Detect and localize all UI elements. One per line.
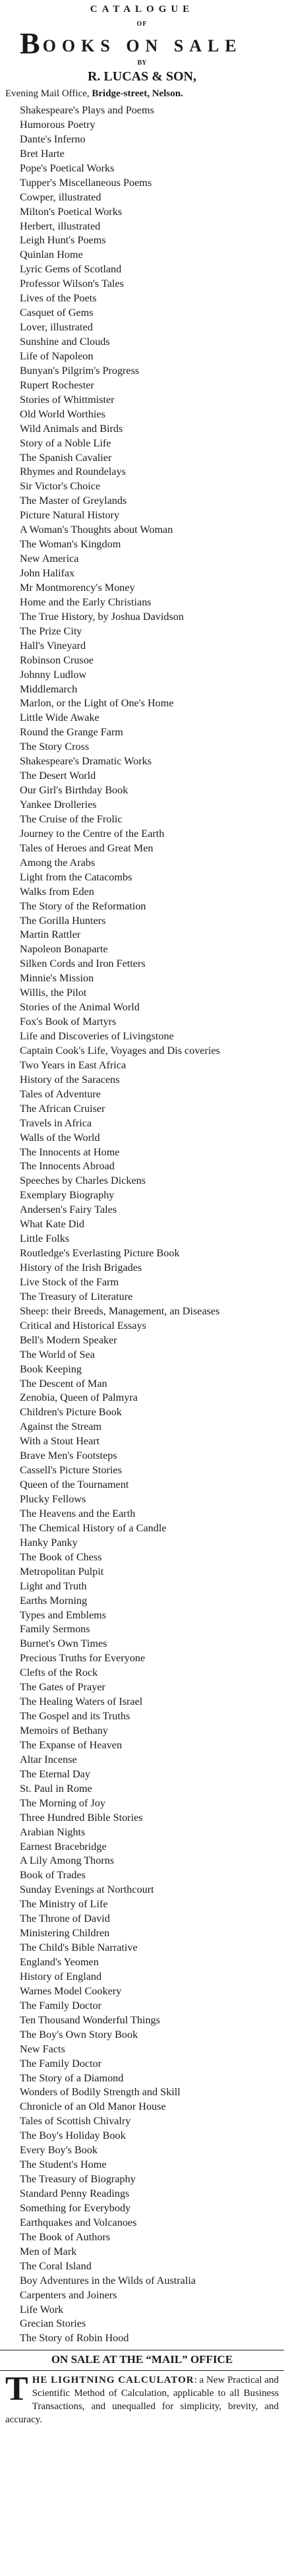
book-list-item: The Boy's Own Story Book	[20, 2028, 138, 2040]
book-list-item: Sheep: their Breeds, Management, an Diseases	[20, 1304, 220, 1317]
book-list-item: Our Girl's Birthday Book	[20, 784, 128, 797]
book-list-item: Story of a Noble Life	[20, 437, 111, 449]
book-list-item: Chronicle of an Old Manor House	[20, 2101, 166, 2113]
book-list-item: The Master of Greylands	[20, 495, 127, 507]
book-list-item: Shakespeare's Dramatic Works	[20, 755, 152, 768]
book-list-item: Clefts of the Rock	[20, 1667, 98, 1679]
book-list-item: Casquet of Gems	[20, 307, 94, 319]
book-list-item: Something for Everybody	[20, 2201, 131, 2214]
books-heading-rest: OOKS ON SALE	[42, 36, 242, 55]
book-list-item: The Coral Island	[20, 2259, 92, 2272]
publisher-address	[5, 88, 264, 100]
book-list-item: Cassell's Picture Stories	[20, 1464, 122, 1477]
book-list-item: The Story of a Diamond	[20, 2071, 124, 2084]
book-list-item: Every Boy's Book	[20, 2144, 98, 2157]
book-list-item: Boy Adventures in the Wilds of Australia	[20, 2274, 196, 2286]
book-list-item: Rupert Rochester	[20, 379, 94, 391]
book-list-item: History of England	[20, 1970, 102, 1982]
book-list-item: The Healing Waters of Israel	[20, 1696, 143, 1708]
book-list-item: Tupper's Miscellaneous Poems	[20, 176, 152, 189]
book-list-item: The Morning of Joy	[20, 1796, 105, 1809]
book-list-item: Minnie's Mission	[20, 972, 94, 985]
book-list-item: Men of Mark	[20, 2245, 77, 2257]
books-on-sale-heading	[20, 26, 264, 60]
book-list-item: Tales of Heroes and Great Men	[20, 842, 154, 854]
book-list-item: Humorous Poetry	[20, 118, 96, 131]
book-list-item: England's Yeomen	[20, 1956, 99, 1968]
book-list-item: Pope's Poetical Works	[20, 162, 115, 174]
calculator-advert	[5, 2370, 279, 2426]
book-list-item: Lover, illustrated	[20, 321, 93, 334]
book-list-item: The Book of Chess	[20, 1550, 102, 1563]
book-list-item: St. Paul in Rome	[20, 1782, 92, 1794]
book-list-item: Ten Thousand Wonderful Things	[20, 2013, 160, 2026]
book-list-item: The Prize City	[20, 625, 82, 637]
book-list-item: Queen of the Tournament	[20, 1479, 129, 1491]
books-drop-cap: B	[20, 26, 40, 60]
book-list-item: Bunyan's Pilgrim's Progress	[20, 364, 140, 377]
book-list-item: Light from the Catacombs	[20, 871, 132, 883]
book-list-item: The Ministry of Life	[20, 1898, 108, 1911]
book-list-item: Mr Montmorency's Money	[20, 581, 135, 594]
book-list-item: With a Stout Heart	[20, 1435, 100, 1448]
book-list-item: New Facts	[20, 2042, 65, 2055]
book-list-item: What Kate Did	[20, 1218, 84, 1231]
book-list-item: Shakespeare's Plays and Poems	[20, 104, 154, 116]
book-list-item: Arabian Nights	[20, 1825, 86, 1838]
book-list-item: Precious Truths for Everyone	[20, 1652, 146, 1665]
book-list-item: The True History, by Joshua Davidson	[20, 610, 184, 623]
book-list-item: Children's Picture Book	[20, 1406, 122, 1419]
book-list-item: Quinlan Home	[20, 249, 83, 261]
book-list-item: Sir Victor's Choice	[20, 480, 101, 493]
book-list-item: The Story of Robin Hood	[20, 2332, 129, 2345]
book-list-item: Book Keeping	[20, 1363, 82, 1375]
book-list-item: History of the Irish Brigades	[20, 1262, 142, 1273]
address-prefix: Evening Mail Office,	[5, 88, 92, 99]
book-list-item: Hanky Panky	[20, 1536, 78, 1549]
book-list-item: New America	[20, 553, 79, 565]
book-list-item: Milton's Poetical Works	[20, 205, 123, 218]
book-list-item: Johnny Ludlow	[20, 668, 87, 681]
book-list-item: The Spanish Cavalier	[20, 451, 112, 464]
book-list-item: History of the Saracens	[20, 1073, 120, 1086]
book-list-item: Stories of Whittmister	[20, 393, 115, 406]
book-list-item: Journey to the Centre of the Earth	[20, 827, 165, 840]
book-list-item: The Story of the Reformation	[20, 900, 146, 912]
book-list-item: Memoirs of Bethany	[20, 1725, 108, 1736]
book-list-item: Round the Grange Farm	[20, 726, 123, 739]
catalogue-heading: CATALOGUE	[90, 4, 194, 15]
book-list-item: The Gospel and its Truths	[20, 1710, 130, 1723]
book-list-item: Travels in Africa	[20, 1117, 92, 1129]
book-list-item: Sunday Evenings at Northcourt	[20, 1884, 154, 1896]
book-list-item: The Woman's Kingdom	[20, 538, 121, 551]
book-list-item: The Innocents Abroad	[20, 1160, 115, 1173]
address-street: Bridge-street, Nelson.	[92, 88, 183, 99]
book-list-item: Old World Worthies	[20, 408, 105, 420]
book-list-item: Exemplary Biography	[20, 1189, 115, 1202]
advert-drop-cap: T	[5, 2370, 28, 2408]
book-list-item: The Innocents at Home	[20, 1146, 120, 1158]
book-list-item: Hall's Vineyard	[20, 639, 86, 652]
book-list-item: Metropolitan Pulpit	[20, 1565, 104, 1578]
book-list-item: Ministering Children	[20, 1927, 110, 1940]
on-sale-heading: ON SALE AT THE “MAIL” OFFICE	[51, 2353, 233, 2366]
book-list-item: Family Sermons	[20, 1623, 90, 1636]
book-list-item: Types and Emblems	[20, 1609, 107, 1621]
book-list-item: The Boy's Holiday Book	[20, 2130, 126, 2142]
book-list-item: The Throne of David	[20, 1913, 110, 1925]
book-list-item: Andersen's Fairy Tales	[20, 1204, 117, 1216]
book-list-item: Marlon, or the Light of One's Home	[20, 697, 174, 710]
book-list-item: Two Years in East Africa	[20, 1058, 127, 1071]
book-list-item: John Halifax	[20, 567, 75, 579]
book-list-item: Light and Truth	[20, 1579, 87, 1592]
book-list-item: Speeches by Charles Dickens	[20, 1175, 146, 1187]
book-list-item: Wild Animals and Birds	[20, 422, 123, 435]
book-list-item: Life and Discoveries of Livingstone	[20, 1030, 174, 1042]
book-list	[20, 104, 264, 2346]
book-list-item: Life Work	[20, 2303, 64, 2315]
advert-body: : a New Practical and Scientific Method of Calculation, applicable to all Business Transactions, and unequalled for simplicity, brevity, and accuracy.	[5, 2375, 279, 2426]
book-list-item: Warnes Model Cookery	[20, 1984, 122, 1997]
book-list-item: Carpenters and Joiners	[20, 2288, 117, 2301]
book-list-item: The Child's Bible Narrative	[20, 1942, 138, 1954]
book-list-item: Home and the Early Christians	[20, 596, 152, 608]
book-list-item: Plucky Fellows	[20, 1493, 86, 1505]
book-list-item: The Gorilla Hunters	[20, 914, 106, 927]
book-list-item: Wonders of Bodily Strength and Skill	[20, 2086, 181, 2099]
book-list-item: The Cruise of the Frolic	[20, 813, 123, 825]
book-list-item: Napoleon Bonaparte	[20, 943, 108, 956]
book-list-item: Willis, the Pilot	[20, 987, 87, 999]
book-list-item: Burnet's Own Times	[20, 1638, 107, 1650]
book-list-item: Lyric Gems of Scotland	[20, 263, 122, 276]
book-list-item: Stories of the Animal World	[20, 1001, 140, 1014]
book-list-item: A Lily Among Thorns	[20, 1855, 115, 1867]
book-list-item: Routledge's Everlasting Picture Book	[20, 1247, 180, 1260]
book-list-item: Bell's Modern Speaker	[20, 1334, 117, 1346]
book-list-item: Against the Stream	[20, 1421, 102, 1433]
book-list-item: Bret Harte	[20, 147, 65, 160]
book-list-item: Fox's Book of Martyrs	[20, 1016, 117, 1028]
advert-title: HE LIGHTNING CALCULATOR	[32, 2375, 194, 2386]
book-list-item: The Student's Home	[20, 2159, 107, 2171]
book-list-item: The Descent of Man	[20, 1377, 107, 1390]
book-list-item: The Treasury of Biography	[20, 2173, 136, 2186]
book-list-item: Picture Natural History	[20, 509, 120, 522]
of-label: OF	[136, 20, 148, 28]
book-list-item: Earnest Bracebridge	[20, 1840, 107, 1853]
book-list-item: Critical and Historical Essays	[20, 1319, 146, 1332]
book-list-item: The Family Doctor	[20, 1999, 102, 2011]
book-list-item: Captain Cook's Life, Voyages and Dis coveries	[20, 1044, 220, 1057]
publisher-name: R. LUCAS & SON,	[87, 69, 197, 84]
book-list-item: Rhymes and Roundelays	[20, 466, 126, 478]
book-list-item: The Gates of Prayer	[20, 1681, 105, 1694]
book-list-item: The Family Doctor	[20, 2057, 102, 2070]
book-list-item: Altar Incense	[20, 1753, 77, 1765]
book-list-item: The Book of Authors	[20, 2230, 111, 2243]
book-list-item: Robinson Crusoe	[20, 654, 94, 666]
book-list-item: Martin Rattler	[20, 929, 81, 941]
book-list-item: Yankee Drolleries	[20, 799, 97, 811]
book-list-item: The World of Sea	[20, 1348, 95, 1361]
book-list-item: Life of Napoleon	[20, 350, 94, 362]
book-list-item: Herbert, illustrated	[20, 220, 101, 232]
book-list-item: Lives of the Poets	[20, 292, 97, 305]
book-list-item: Live Stock of the Farm	[20, 1275, 119, 1288]
book-list-item: Standard Penny Readings	[20, 2188, 130, 2199]
book-list-item: Three Hundred Bible Stories	[20, 1811, 143, 1824]
book-list-item: The Desert World	[20, 770, 96, 782]
book-list-item: A Woman's Thoughts about Woman	[20, 524, 173, 536]
book-list-item: The Heavens and the Earth	[20, 1507, 136, 1519]
book-list-item: Among the Arabs	[20, 856, 96, 869]
book-list-item: Leigh Hunt's Poems	[20, 234, 106, 247]
book-list-item: Tales of Adventure	[20, 1088, 101, 1100]
book-list-item: Earths Morning	[20, 1594, 88, 1607]
book-list-item: Book of Trades	[20, 1869, 86, 1882]
book-list-item: Silken Cords and Iron Fetters	[20, 958, 146, 970]
book-list-item: The Chemical History of a Candle	[20, 1521, 167, 1534]
book-list-item: Little Folks	[20, 1233, 70, 1245]
book-list-item: Earthquakes and Volcanoes	[20, 2216, 137, 2228]
divider-rule-2	[0, 2370, 284, 2371]
book-list-item: Cowper, illustrated	[20, 191, 101, 203]
book-list-item: Walks from Eden	[20, 885, 94, 898]
book-list-item: Walls of the World	[20, 1131, 100, 1144]
book-list-item: Tales of Scottish Chivalry	[20, 2115, 131, 2128]
book-list-item: Brave Men's Footsteps	[20, 1450, 117, 1462]
book-list-item: Little Wide Awake	[20, 712, 99, 724]
book-list-item: Middlemarch	[20, 683, 78, 695]
book-list-item: The Eternal Day	[20, 1767, 90, 1780]
book-list-item: Sunshine and Clouds	[20, 336, 110, 348]
book-list-item: The Expanse of Heaven	[20, 1738, 123, 1751]
book-list-item: Professor Wilson's Tales	[20, 278, 124, 290]
book-list-item: Dante's Inferno	[20, 133, 86, 145]
book-list-item: The African Cruiser	[20, 1102, 105, 1115]
by-label: BY	[137, 59, 147, 67]
book-list-item: Zenobia, Queen of Palmyra	[20, 1392, 138, 1404]
book-list-item: The Story Cross	[20, 741, 90, 753]
book-list-item: The Treasury of Literature	[20, 1290, 133, 1303]
book-list-item: Grecian Stories	[20, 2317, 86, 2330]
